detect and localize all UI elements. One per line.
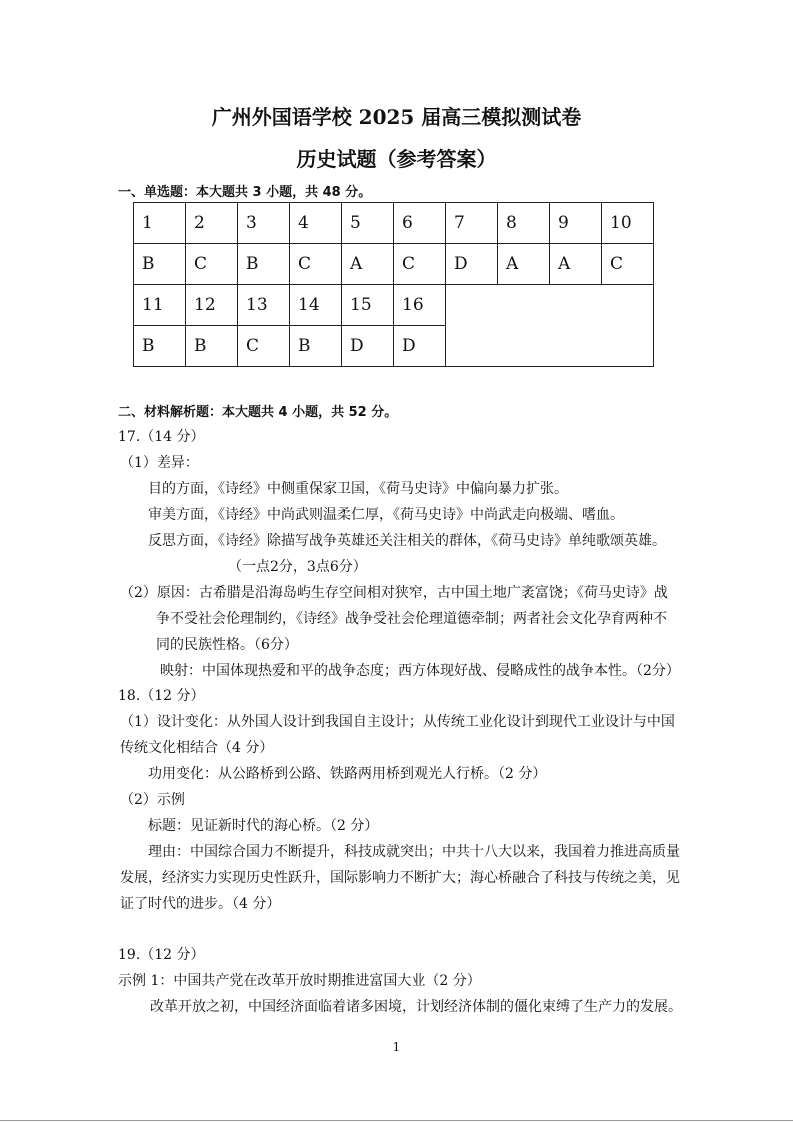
answer-text-line: 功用变化：从公路桥到公路、铁路两用桥到观光人行桥。（2 分）: [148, 766, 547, 782]
table-cell: 5: [342, 203, 394, 244]
answer-text-line: 反思方面，《诗经》除描写战争英雄还关注相关的群体，《荷马史诗》单纯歌颂英雄。: [148, 533, 666, 549]
table-cell: 9: [550, 203, 602, 244]
answer-text-line: 发展，经济实力实现历史性跃升，国际影响力不断扩大；海心桥融合了科技与传统之美，见: [120, 870, 680, 886]
table-cell: C: [602, 244, 654, 285]
section-heading-2: 二、材料解析题：本大题共 4 小题，共 52 分。: [118, 405, 398, 420]
table-cell: A: [550, 244, 602, 285]
table-cell: 13: [238, 285, 290, 326]
table-cell: B: [290, 326, 342, 367]
answer-text-line: 理由：中国综合国力不断提升，科技成就突出；中共十八大以来，我国着力推进高质量: [148, 844, 680, 860]
table-cell: C: [238, 326, 290, 367]
empty-merged-cell: [446, 285, 654, 367]
table-cell: D: [342, 326, 394, 367]
table-cell: 1: [134, 203, 186, 244]
table-row: [134, 285, 654, 326]
table-cell: 14: [290, 285, 342, 326]
answer-text-line: 映射：中国体现热爱和平的战争态度；西方体现好战、侵略成性的战争本性。（2分）: [160, 663, 680, 679]
table-cell: C: [186, 244, 238, 285]
table-cell: 10: [602, 203, 654, 244]
table-cell: D: [446, 244, 498, 285]
answer-text-line: 18.（12 分）: [118, 688, 205, 704]
table-cell: 16: [394, 285, 446, 326]
answer-table: [133, 202, 654, 367]
page-bottom-rule: [0, 1120, 793, 1121]
answer-text-line: 目的方面，《诗经》中侧重保家卫国，《荷马史诗》中偏向暴力扩张。: [148, 481, 568, 497]
table-cell: C: [290, 244, 342, 285]
table-cell: A: [498, 244, 550, 285]
table-row: [134, 203, 654, 244]
table-cell: 15: [342, 285, 394, 326]
answer-text-line: 改革开放之初，中国经济面临着诸多困境，计划经济体制的僵化束缚了生产力的发展。: [150, 999, 682, 1015]
answer-text-line: 标题：见证新时代的海心桥。（2 分）: [148, 818, 379, 834]
answer-text-line: 审美方面，《诗经》中尚武则温柔仁厚，《荷马史诗》中尚武走向极端、嗜血。: [148, 507, 624, 523]
answer-text-line: （一点2分，3点6分）: [228, 559, 367, 575]
answer-text-line: （2）原因：古希腊是沿海岛屿生存空间相对狭窄，古中国土地广袤富饶；《荷马史诗》战: [120, 585, 668, 601]
answer-text-line: 17.（14 分）: [118, 429, 205, 445]
table-cell: 6: [394, 203, 446, 244]
table-cell: A: [342, 244, 394, 285]
table-cell: B: [186, 326, 238, 367]
answer-text-line: 示例 1：中国共产党在改革开放时期推进富国大业（2 分）: [118, 973, 481, 989]
answer-text-line: 同的民族性格。（6分）: [156, 637, 298, 653]
table-cell: 2: [186, 203, 238, 244]
answer-text-line: （1）差异：: [120, 455, 199, 471]
table-cell: 8: [498, 203, 550, 244]
answer-text-line: 证了时代的进步。（4 分）: [120, 896, 281, 912]
table-cell: B: [134, 326, 186, 367]
table-cell: B: [238, 244, 290, 285]
table-row: [134, 244, 654, 285]
table-cell: 3: [238, 203, 290, 244]
section-heading-1: 一、单选题：本大题共 3 小题，共 48 分。: [118, 185, 372, 200]
document-title: 广州外国语学校 2025 届高三模拟测试卷: [211, 105, 582, 129]
table-cell: 11: [134, 285, 186, 326]
table-cell: 7: [446, 203, 498, 244]
table-cell: 12: [186, 285, 238, 326]
answer-text-line: 争不受社会伦理制约，《诗经》战争受社会伦理道德牵制；两者社会文化孕育两种不: [156, 611, 667, 627]
answer-text-line: 19.（12 分）: [118, 947, 205, 963]
document-subtitle: 历史试题（参考答案）: [296, 147, 497, 171]
answer-text-line: 传统文化相结合（4 分）: [120, 740, 274, 756]
table-cell: B: [134, 244, 186, 285]
table-cell: D: [394, 326, 446, 367]
answer-text-line: （2）示例: [120, 792, 185, 808]
answer-text-line: （1）设计变化：从外国人设计到我国自主设计；从传统工业化设计到现代工业设计与中国: [120, 714, 675, 730]
table-cell: C: [394, 244, 446, 285]
page-number: 1: [392, 1040, 401, 1054]
table-cell: 4: [290, 203, 342, 244]
